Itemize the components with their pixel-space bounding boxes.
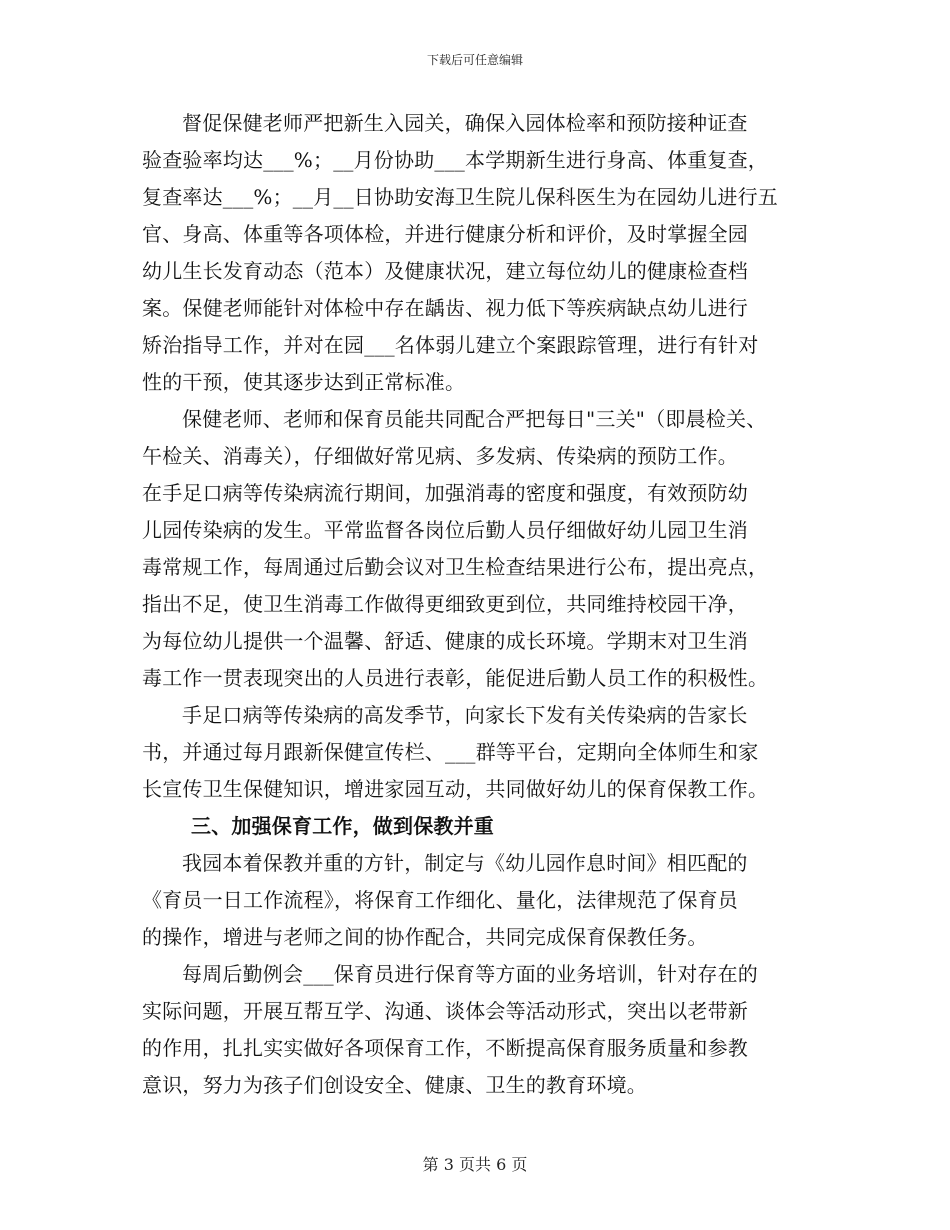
paragraph-line: 的作用，扎扎实实做好各项保育工作，不断提高保育服务质量和参教: [142, 1036, 748, 1060]
paragraph-line: 性的干预，使其逐步达到正常标准。: [142, 370, 466, 394]
paragraph-line: 毒常规工作，每周通过后勤会议对卫生检查结果进行公布，提出亮点，: [142, 555, 769, 579]
page-header: 下载后可任意编辑: [426, 53, 523, 67]
paragraph-line: 儿园传染病的发生。平常监督各岗位后勤人员仔细做好幼儿园卫生消: [142, 518, 748, 542]
paragraph-line: 官、身高、体重等各项体检，并进行健康分析和评价，及时掌握全园: [142, 222, 748, 246]
paragraph-line: 午检关、消毒关），仔细做好常见病、多发病、传染病的预防工作。: [142, 444, 738, 468]
paragraph-line: 我园本着保教并重的方针，制定与《幼儿园作息时间》相匹配的: [182, 851, 748, 875]
paragraph-line: 每周后勤例会___保育员进行保育等方面的业务培训，针对存在的: [182, 962, 758, 986]
page-footer: 第 3 页共 6 页: [422, 1155, 528, 1174]
paragraph-line: 案。保健老师能针对体检中存在龋齿、视力低下等疾病缺点幼儿进行: [142, 296, 748, 320]
paragraph-line: 指出不足，使卫生消毒工作做得更细致更到位，共同维持校园干净，: [142, 592, 748, 616]
paragraph-line: 《育员一日工作流程》，将保育工作细化、量化，法律规范了保育员: [142, 888, 738, 912]
paragraph-line: 保健老师、老师和保育员能共同配合严把每日"三关"（即晨检关、: [182, 407, 767, 431]
paragraph-line: 幼儿生长发育动态（范本）及健康状况，建立每位幼儿的健康检查档: [142, 259, 748, 283]
paragraph-line: 督促保健老师严把新生入园关，确保入园体检率和预防接种证查: [182, 111, 748, 135]
paragraph-line: 为每位幼儿提供一个温馨、舒适、健康的成长环境。学期末对卫生消: [142, 629, 748, 653]
paragraph-line: 实际问题，开展互帮互学、沟通、谈体会等活动形式，突出以老带新: [142, 999, 748, 1023]
paragraph-line: 意识，努力为孩子们创设安全、健康、卫生的教育环境。: [142, 1073, 647, 1097]
section-heading: 三、加强保育工作，做到保教并重: [191, 814, 494, 838]
paragraph-line: 复查率达___%；__月__日协助安海卫生院儿保科医生为在园幼儿进行五: [142, 185, 779, 209]
paragraph-line: 书，并通过每月跟新保健宣传栏、___群等平台，定期向全体师生和家: [142, 740, 759, 764]
paragraph-line: 在手足口病等传染病流行期间，加强消毒的密度和强度，有效预防幼: [142, 481, 748, 505]
paragraph-line: 验查验率均达___%；__月份协助___本学期新生进行身高、体重复查，: [142, 148, 769, 172]
paragraph-line: 毒工作一贯表现突出的人员进行表彰，能促进后勤人员工作的积极性。: [142, 666, 769, 690]
paragraph-line: 的操作，增进与老师之间的协作配合，共同完成保育保教任务。: [142, 925, 708, 949]
document-body: [142, 105, 810, 1104]
paragraph-line: 矫治指导工作，并对在园___名体弱儿建立个案跟踪管理，进行有针对: [142, 333, 759, 357]
paragraph-line: 长宣传卫生保健知识，增进家园互动，共同做好幼儿的保育保教工作。: [142, 777, 769, 801]
paragraph-line: 手足口病等传染病的高发季节，向家长下发有关传染病的告家长: [182, 703, 748, 727]
